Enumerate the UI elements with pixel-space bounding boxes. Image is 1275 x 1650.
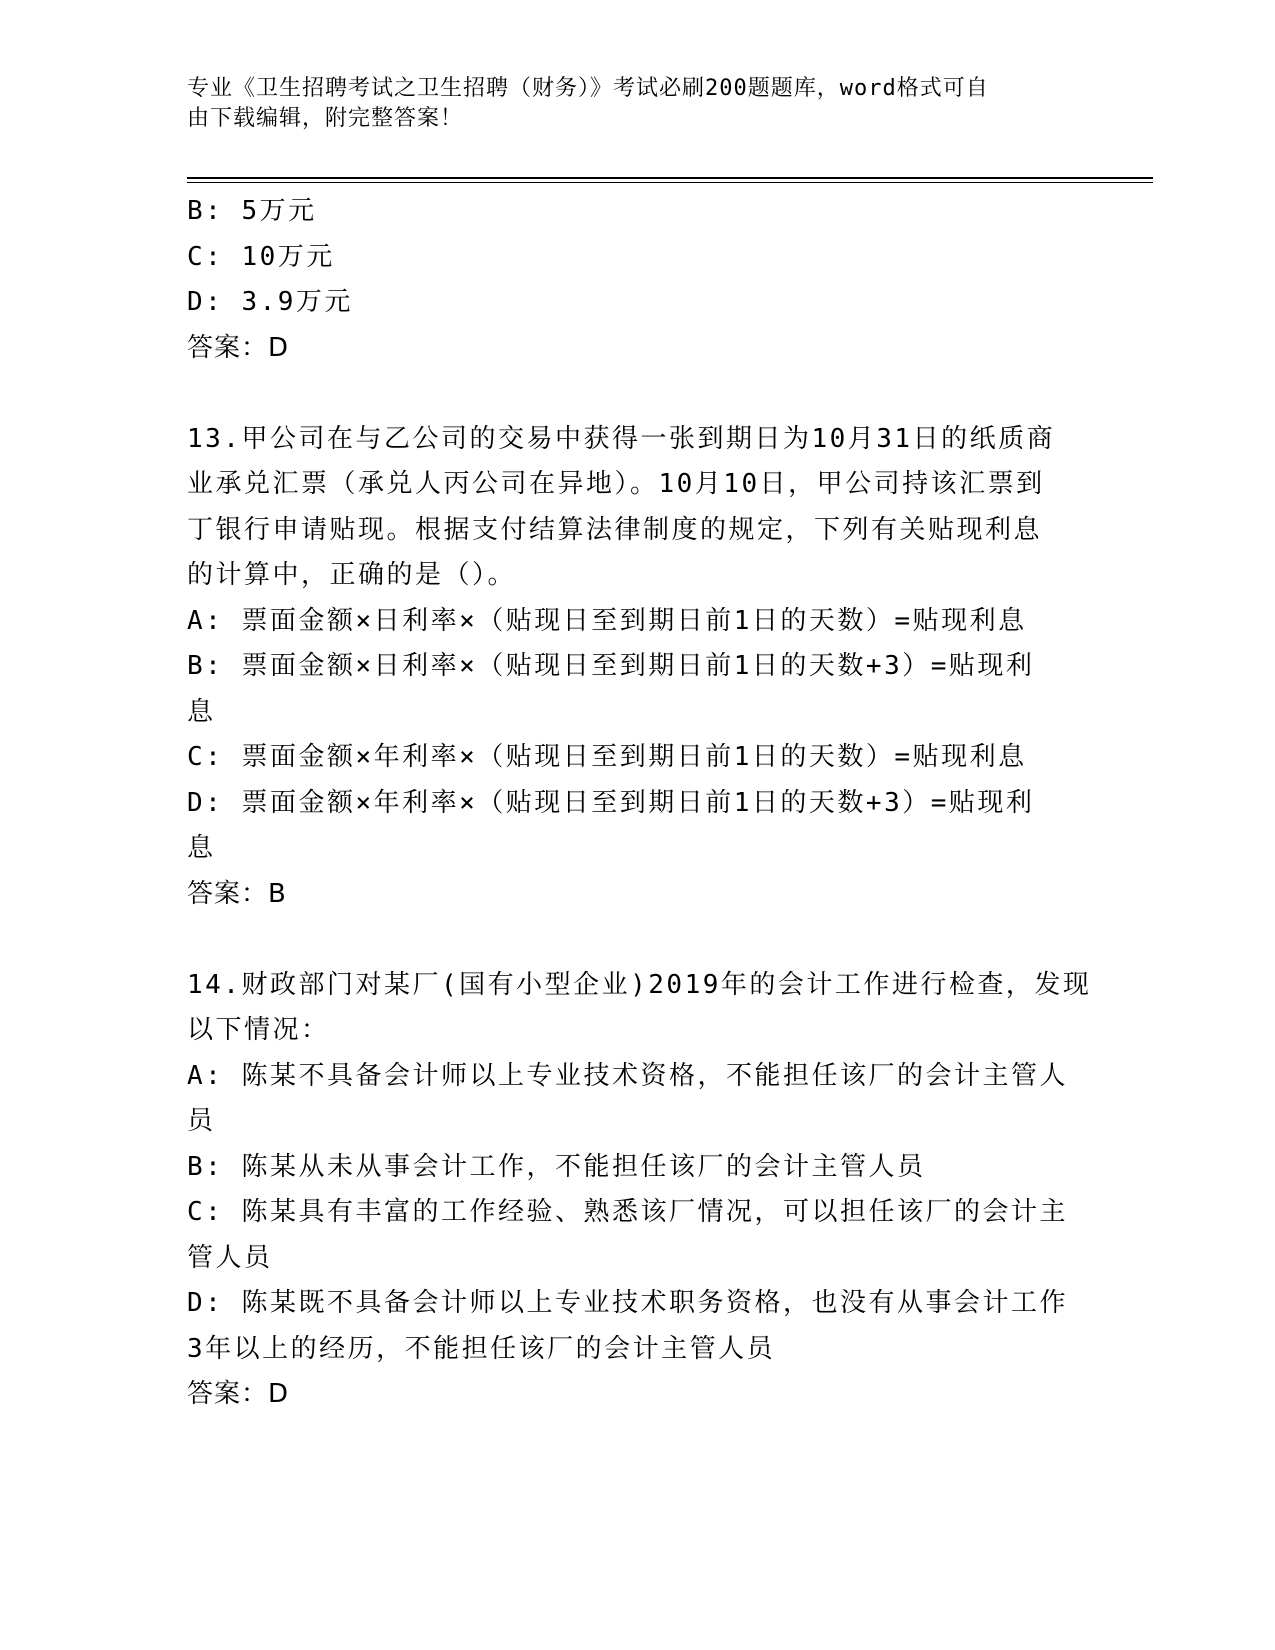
option-c: C: 票面金额×年利率×（贴现日至到期日前1日的天数）=贴现利息 [187,742,1027,772]
answer-line: 答案：B [187,878,287,909]
answer-line: 答案：D [187,332,290,363]
question-stem-line: 14.财政部门对某厂(国有小型企业)2019年的会计工作进行检查，发现 [187,969,1092,1000]
question-stem-line: 13.甲公司在与乙公司的交易中获得一张到期日为10月31日的纸质商 [187,423,1056,454]
option-c: C: 陈某具有丰富的工作经验、熟悉该厂情况，可以担任该厂的会计主 [187,1197,1068,1227]
option-b: B: 票面金额×日利率×（贴现日至到期日前1日的天数+3）=贴现利 [187,651,1035,681]
question-stem-line: 丁银行申请贴现。根据支付结算法律制度的规定，下列有关贴现利息 [187,514,1043,545]
header-divider-thin [187,182,1153,183]
document-header [187,74,1067,134]
option-c-continued: 管人员 [187,1242,273,1273]
option-b: B: 5万元 [187,196,317,226]
previous-question [187,189,1087,371]
option-d: D: 票面金额×年利率×（贴现日至到期日前1日的天数+3）=贴现利 [187,787,1035,818]
header-line-1: 专业《卫生招聘考试之卫生招聘（财务）》考试必刷200题题库，word格式可自 [187,76,989,101]
question-14 [187,963,1092,1418]
option-b: B: 陈某从未从事会计工作，不能担任该厂的会计主管人员 [187,1151,926,1182]
option-d-continued: 3年以上的经历，不能担任该厂的会计主管人员 [187,1333,776,1364]
question-stem-line: 业承兑汇票（承兑人丙公司在异地）。10月10日，甲公司持该汇票到 [187,469,1045,499]
option-a: A: 陈某不具备会计师以上专业技术资格，不能担任该厂的会计主管人 [187,1060,1068,1091]
question-13 [187,417,1087,918]
spacer [187,917,1087,963]
option-b-continued: 息 [187,696,216,727]
document-body [187,189,1092,1418]
question-stem-line: 的计算中，正确的是（）。 [187,560,517,590]
header-divider-thick [187,177,1153,179]
header-line-2: 由下载编辑，附完整答案！ [187,106,464,131]
option-d-continued: 息 [187,833,216,863]
spacer [187,371,1087,417]
option-d: D: 3.9万元 [187,287,353,317]
answer-line: 答案：D [187,1379,290,1409]
option-c: C: 10万元 [187,241,335,272]
option-a: A: 票面金额×日利率×（贴现日至到期日前1日的天数）=贴现利息 [187,605,1027,636]
option-a-continued: 员 [187,1106,216,1136]
question-stem-line: 以下情况： [187,1015,330,1045]
option-d: D: 陈某既不具备会计师以上专业技术职务资格，也没有从事会计工作 [187,1288,1068,1318]
